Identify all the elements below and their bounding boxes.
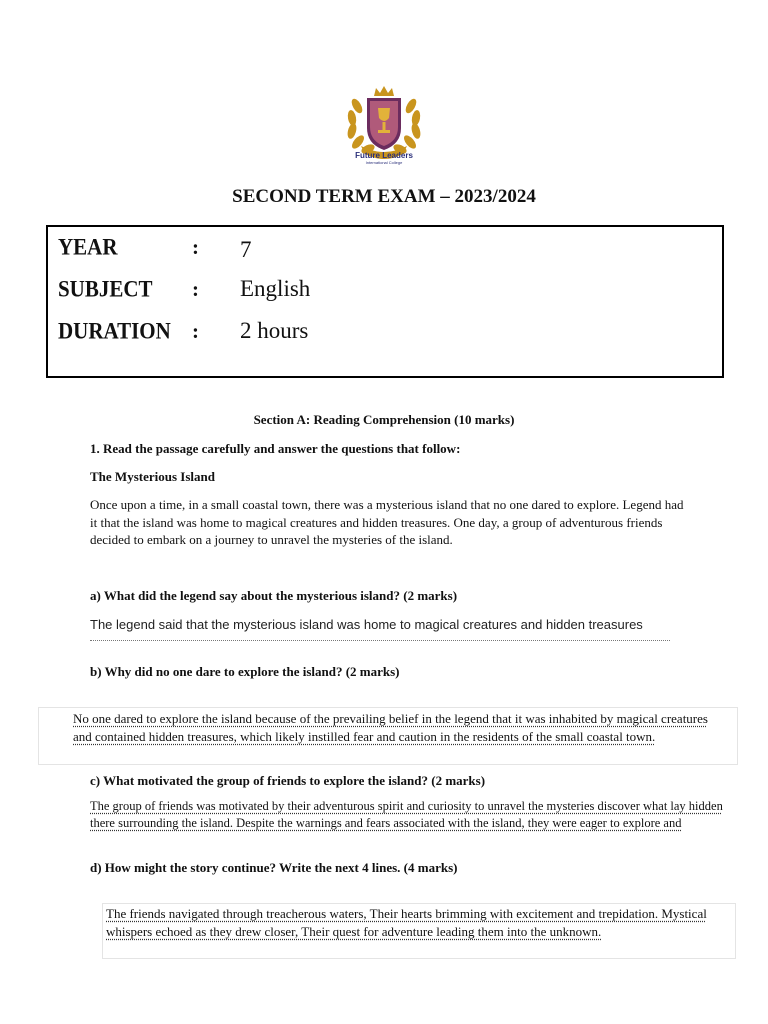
answer-c-area[interactable] <box>90 798 730 832</box>
exam-title: SECOND TERM EXAM – 2023/2024 <box>232 186 536 207</box>
passage-text: Once upon a time, in a small coastal town, there was a mysterious island that no one dared to explore. Legend had it that the island was home to magical creatures and hidden treasures. One day, a group of adventurous friends decided to embark on a journey to unravel the mysteries of the island. <box>90 497 684 547</box>
year-colon: : <box>192 235 199 259</box>
answer-b: No one dared to explore the island because of the prevailing belief in the legend that it was inhabited by magical creatures and contained hidden treasures, which likely instilled fear and caution in the residents of the small coastal town. <box>73 711 708 744</box>
section-title: Section A: Reading Comprehension (10 marks) <box>253 412 515 427</box>
question-b: b) Why did no one dare to explore the island? (2 marks) <box>90 664 400 679</box>
question-a: a) What did the legend say about the mysterious island? (2 marks) <box>90 588 458 603</box>
answer-c: The group of friends was motivated by their adventurous spirit and curiosity to unravel the mysteries discover what lay hidden there surrounding the island. Despite the warnings and fears associated with the island, they were eager to explore and <box>90 799 723 830</box>
subject-label: SUBJECT <box>58 276 153 302</box>
logo-school-name: Future Leaders <box>355 151 413 160</box>
exam-info-box <box>46 225 724 378</box>
year-value: 7 <box>240 237 252 262</box>
question-d: d) How might the story continue? Write the next 4 lines. (4 marks) <box>90 860 458 875</box>
duration-colon: : <box>192 319 199 343</box>
answer-d-box[interactable] <box>102 903 736 959</box>
instruction: 1. Read the passage carefully and answer the questions that follow: <box>90 441 461 456</box>
subject-value: English <box>240 276 311 301</box>
answer-a[interactable]: The legend said that the mysterious island was home to magical creatures and hidden treasures <box>90 617 643 632</box>
answer-b-box[interactable] <box>38 707 738 765</box>
duration-label: DURATION <box>58 318 171 344</box>
answer-a-dotted-line <box>90 640 670 641</box>
answer-d: The friends navigated through treacherous waters, Their hearts brimming with excitement and trepidation. Mystical whispers echoed as they drew closer, Their quest for adventure leading them into the unknown. <box>106 906 707 939</box>
year-label: YEAR <box>58 234 118 260</box>
passage-title: The Mysterious Island <box>90 469 215 484</box>
question-c: c) What motivated the group of friends to explore the island? (2 marks) <box>90 773 486 788</box>
subject-colon: : <box>192 277 199 301</box>
duration-value: 2 hours <box>240 318 309 343</box>
logo-school-subtitle: International College <box>365 160 403 165</box>
